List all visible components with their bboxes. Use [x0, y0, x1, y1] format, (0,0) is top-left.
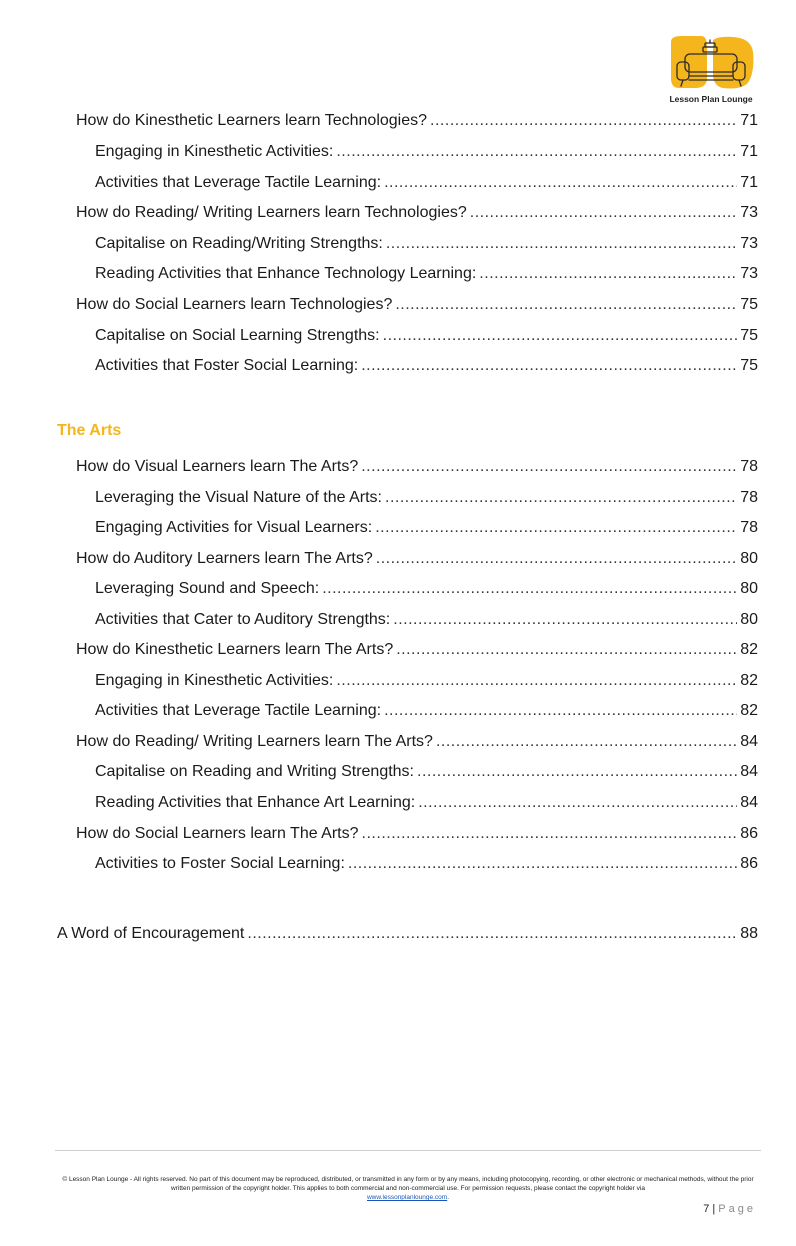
- toc-entry-page: 82: [740, 641, 758, 658]
- dot-leader: [383, 326, 738, 346]
- toc-entry-page: 84: [740, 763, 758, 780]
- toc-entry-page: 73: [740, 235, 758, 252]
- toc-entry[interactable]: [76, 824, 758, 844]
- toc-entry-page: 84: [740, 794, 758, 811]
- toc-entry[interactable]: [95, 264, 758, 284]
- toc-entry-page: 86: [740, 825, 758, 842]
- toc-entry[interactable]: [95, 610, 758, 630]
- dot-leader: [361, 356, 737, 376]
- toc-entry-title: Reading Activities that Enhance Technology Learning:: [95, 265, 477, 282]
- toc-entry-title: Capitalise on Social Learning Strengths:: [95, 327, 380, 344]
- dot-leader: [385, 488, 737, 508]
- toc-entry-page: 84: [740, 733, 758, 750]
- dot-leader: [396, 640, 737, 660]
- dot-leader: [418, 793, 737, 813]
- toc-entry-title: How do Kinesthetic Learners learn Technologies?: [76, 112, 428, 129]
- page-number: [640, 1203, 756, 1215]
- dot-leader: [470, 203, 737, 223]
- dot-leader: [393, 610, 737, 630]
- toc-entry-page: 75: [740, 357, 758, 374]
- toc-entry-page: 82: [740, 672, 758, 689]
- toc-entry-title: How do Social Learners learn The Arts?: [76, 825, 359, 842]
- toc-entry-title: How do Auditory Learners learn The Arts?: [76, 550, 373, 567]
- dot-leader: [386, 234, 737, 254]
- toc-entry[interactable]: [95, 671, 758, 691]
- toc-entry-title: A Word of Encouragement: [57, 925, 245, 942]
- toc-entry-page: 80: [740, 550, 758, 567]
- toc-entry-title: Activities that Foster Social Learning:: [95, 357, 359, 374]
- toc-entry-page: 75: [740, 296, 758, 313]
- page-number-value: 7: [703, 1203, 710, 1215]
- toc-entry[interactable]: [76, 111, 758, 131]
- toc-entry[interactable]: [95, 854, 758, 874]
- dot-leader: [384, 173, 737, 193]
- dot-leader: [376, 549, 737, 569]
- brand-logo: [664, 34, 758, 106]
- dot-leader: [247, 924, 737, 944]
- toc-entry-title: Activities that Leverage Tactile Learning:: [95, 174, 382, 191]
- toc-entry-page: 75: [740, 327, 758, 344]
- toc-entry[interactable]: [76, 549, 758, 569]
- copyright-text: © Lesson Plan Lounge - All rights reserved. No part of this document may be reproduced, distributed, or transmitted in any form or by any means, including photocopying, recording, or other electronic or mechanical methods, without the prior written permission of the copyright holder. This applies to both commercial and non-commercial use. For permission requests, please contact the copyright holder via: [62, 1176, 754, 1192]
- toc-entry-page: 71: [740, 174, 758, 191]
- toc-entry-title: How do Kinesthetic Learners learn The Arts?: [76, 641, 394, 658]
- toc-entry[interactable]: [95, 173, 758, 193]
- footer-copyright: [60, 1175, 756, 1202]
- link-suffix: .: [447, 1194, 450, 1201]
- dot-leader: [417, 762, 737, 782]
- dot-leader: [336, 671, 737, 691]
- toc-entry[interactable]: [95, 518, 758, 538]
- toc-entry[interactable]: [95, 762, 758, 782]
- toc-entry-title: Engaging in Kinesthetic Activities:: [95, 143, 334, 160]
- website-link[interactable]: www.lessonplanlounge.com: [366, 1194, 448, 1201]
- toc-entry-page: 86: [740, 855, 758, 872]
- toc-entry-page: 88: [740, 925, 758, 942]
- toc-entry-title: Engaging in Kinesthetic Activities:: [95, 672, 334, 689]
- dot-leader: [348, 854, 737, 874]
- toc-entry[interactable]: [95, 142, 758, 162]
- toc-entry[interactable]: [95, 701, 758, 721]
- dot-leader: [479, 264, 737, 284]
- dot-leader: [430, 111, 737, 131]
- toc-entry[interactable]: [76, 295, 758, 315]
- toc-entry[interactable]: [76, 457, 758, 477]
- dot-leader: [384, 701, 737, 721]
- page-label: Page: [718, 1203, 756, 1215]
- dot-leader: [336, 142, 737, 162]
- toc-entry[interactable]: [95, 579, 758, 599]
- toc-entry-page: 82: [740, 702, 758, 719]
- toc-entry-title: Capitalise on Reading/Writing Strengths:: [95, 235, 383, 252]
- toc-entry-title: How do Social Learners learn Technologies?: [76, 296, 393, 313]
- dot-leader: [436, 732, 737, 752]
- toc-entry-title: How do Reading/ Writing Learners learn Technologies?: [76, 204, 467, 221]
- toc-entry-title: Engaging Activities for Visual Learners:: [95, 519, 373, 536]
- toc-entry-page: 71: [740, 112, 758, 129]
- toc-entry-title: Activities that Leverage Tactile Learning:: [95, 702, 382, 719]
- toc-entry-title: Activities to Foster Social Learning:: [95, 855, 345, 872]
- dot-leader: [362, 824, 738, 844]
- toc-entry-page: 80: [740, 611, 758, 628]
- toc-entry-page: 73: [740, 204, 758, 221]
- toc-entry[interactable]: [95, 488, 758, 508]
- toc-entry-page: 80: [740, 580, 758, 597]
- dot-leader: [395, 295, 737, 315]
- toc-entry[interactable]: [76, 203, 758, 223]
- toc-entry-title: How do Visual Learners learn The Arts?: [76, 458, 359, 475]
- toc-entry-page: 73: [740, 265, 758, 282]
- toc-entry[interactable]: [76, 732, 758, 752]
- dot-leader: [375, 518, 737, 538]
- toc-entry[interactable]: [95, 326, 758, 346]
- toc-entry-title: How do Reading/ Writing Learners learn The Arts?: [76, 733, 433, 750]
- footer-divider: [55, 1150, 761, 1151]
- toc-entry-page: 71: [740, 143, 758, 160]
- toc-entry-page: 78: [740, 458, 758, 475]
- toc-entry[interactable]: [95, 356, 758, 376]
- toc-entry-page: 78: [740, 519, 758, 536]
- sofa-logo-icon: [667, 34, 755, 90]
- section-heading-the-arts: The Arts: [57, 422, 122, 439]
- page-separator: |: [712, 1203, 716, 1215]
- toc-entry-page: 78: [740, 489, 758, 506]
- toc-entry-title: Leveraging Sound and Speech:: [95, 580, 320, 597]
- toc-entry-title: Leveraging the Visual Nature of the Arts:: [95, 489, 382, 506]
- dot-leader: [322, 579, 737, 599]
- toc-entry[interactable]: [76, 640, 758, 660]
- toc-entry-title: Activities that Cater to Auditory Strengths:: [95, 611, 391, 628]
- toc-entry[interactable]: [95, 793, 758, 813]
- toc-entry-title: Reading Activities that Enhance Art Learning:: [95, 794, 416, 811]
- toc-entry[interactable]: [95, 234, 758, 254]
- logo-text: Lesson Plan Lounge: [669, 94, 753, 104]
- dot-leader: [361, 457, 737, 477]
- toc-entry-title: Capitalise on Reading and Writing Strengths:: [95, 763, 414, 780]
- toc-entry[interactable]: [57, 924, 758, 944]
